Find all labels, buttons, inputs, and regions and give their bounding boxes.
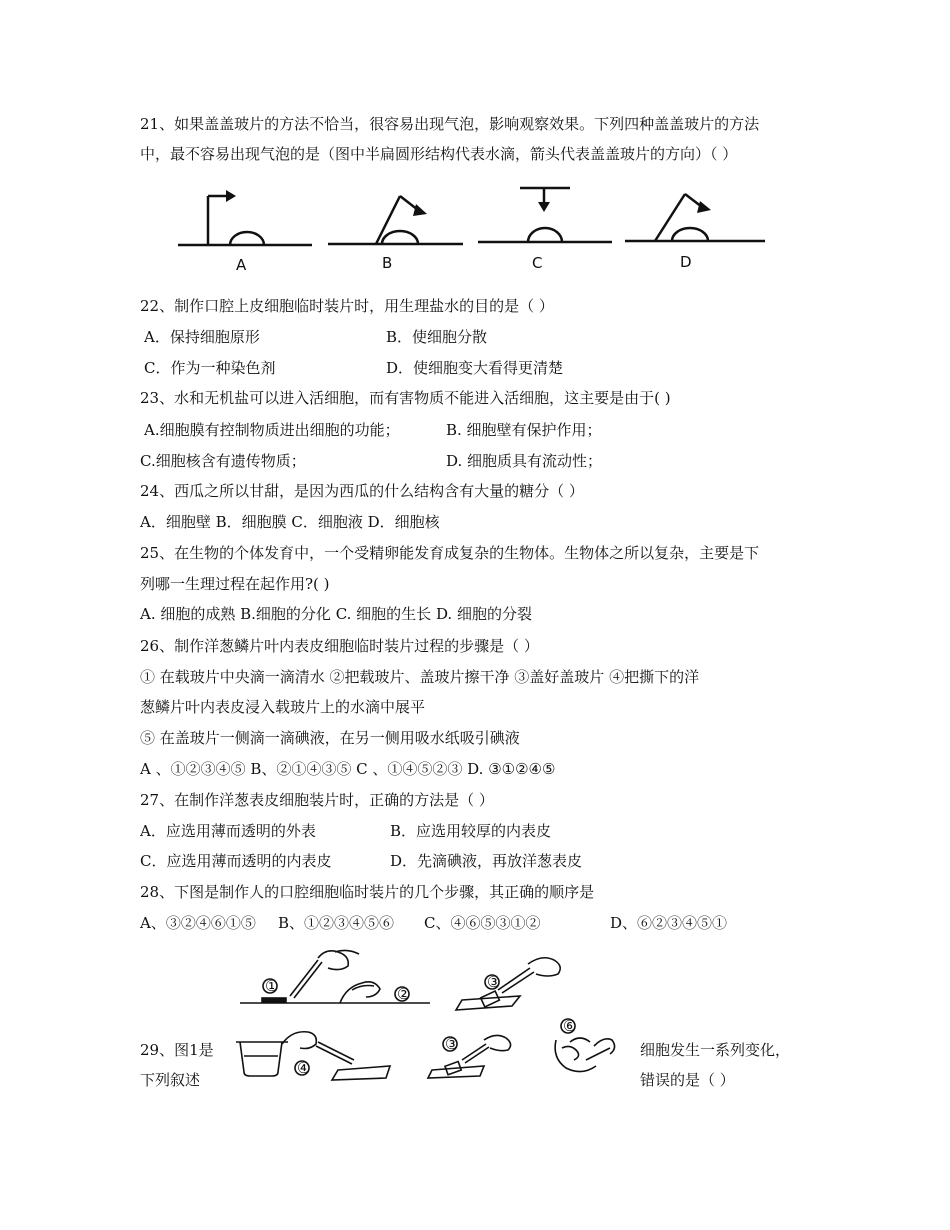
q22-option-c: C．作为一种染色剂 [144, 359, 276, 377]
q28-stem: 28、下图是制作人的口腔细胞临时装片的几个步骤，其正确的顺序是 [140, 883, 595, 901]
q21-stem-line2: 中，最不容易出现气泡的是（图中半扁圆形结构代表水滴，箭头代表盖盖玻片的方向）（ ） [140, 145, 738, 163]
q29-stem-left1: 29、图1是 [140, 1041, 214, 1059]
q28-step2-illustration [340, 982, 409, 1003]
q21-label-b: B [382, 254, 393, 272]
q28-label-2: ② [397, 985, 411, 1003]
q21-diagram-a [178, 196, 312, 245]
q27-option-a: A．应选用薄而透明的外表 [140, 822, 316, 840]
q28-label-3b: ③ [445, 1035, 459, 1053]
q28-step3-illustration [456, 958, 560, 1010]
q25-stem-line1: 25、在生物的个体发育中，一个受精卵能发育成复杂的生物体。生物体之所以复杂，主要是下 [140, 544, 760, 562]
q28-label-3: ③ [487, 973, 501, 991]
q21-diagram-d [625, 194, 765, 241]
q24-options: A．细胞壁 B．细胞膜 C．细胞液 D．细胞核 [140, 513, 440, 531]
q21-diagram-b [328, 196, 463, 244]
q26-stem: 26、制作洋葱鳞片叶内表皮细胞临时装片过程的步骤是（ ） [140, 637, 539, 655]
q24-stem: 24、西瓜之所以甘甜，是因为西瓜的什么结构含有大量的糖分（ ） [140, 482, 584, 500]
q29-stem-right2: 错误的是（ ） [640, 1071, 735, 1089]
q26-options: A 、①②③④⑤ B、②①④③⑤ C 、①④⑤②③ D. ③①②④⑤ [140, 760, 556, 778]
q29-stem-right1: 细胞发生一系列变化， [640, 1041, 791, 1059]
q22-option-a: A．保持细胞原形 [144, 328, 260, 346]
q28-label-1: ① [265, 977, 279, 995]
q28-step1-illustration [240, 950, 430, 1003]
q28-option-d: D、⑥②③④⑤① [610, 914, 728, 932]
q21-label-d: D [680, 253, 692, 271]
q21-diagram-c [478, 188, 612, 242]
q23-stem: 23、水和无机盐可以进入活细胞，而有害物质不能进入活细胞，这主要是由于( ) [140, 389, 671, 407]
q22-option-b: B．使细胞分散 [386, 328, 488, 346]
q28-option-b: B、①②③④⑤⑥ [278, 914, 395, 932]
q21-label-c: C [532, 254, 543, 272]
q28-step3b-illustration [428, 1035, 511, 1078]
q28-step4-illustration [236, 1032, 390, 1080]
q28-label-6: ⑥ [563, 1017, 577, 1035]
q25-options: A. 细胞的成熟 B.细胞的分化 C. 细胞的生长 D. 细胞的分裂 [140, 605, 532, 623]
q27-option-d: D．先滴碘液，再放洋葱表皮 [390, 852, 583, 870]
q27-option-b: B．应选用较厚的内表皮 [390, 822, 552, 840]
q27-stem: 27、在制作洋葱表皮细胞装片时，正确的方法是（ ） [140, 791, 494, 809]
q26-steps-line3: ⑤ 在盖玻片一侧滴一滴碘液，在另一侧用吸水纸吸引碘液 [140, 729, 520, 747]
q22-stem: 22、制作口腔上皮细胞临时装片时，用生理盐水的目的是（ ） [140, 297, 554, 315]
q23-option-c: C.细胞核含有遗传物质； [140, 452, 306, 470]
q21-stem-line1: 21、如果盖盖玻片的方法不恰当，很容易出现气泡，影响观察效果。下列四种盖盖玻片的方法 [140, 115, 760, 133]
q28-step6-illustration [555, 1019, 614, 1072]
q26-steps-line1: ① 在载玻片中央滴一滴清水 ②把载玻片、盖玻片擦干净 ③盖好盖玻片 ④把撕下的洋 [140, 668, 700, 686]
q27-option-c: C．应选用薄而透明的内表皮 [140, 852, 332, 870]
q23-option-a: A.细胞膜有控制物质进出细胞的功能； [144, 421, 400, 439]
q22-option-d: D．使细胞变大看得更清楚 [386, 359, 564, 377]
q23-option-b: B. 细胞壁有保护作用； [446, 421, 602, 439]
q28-option-a: A、③②④⑥①⑤ [140, 914, 256, 932]
q29-stem-left2: 下列叙述 [140, 1071, 201, 1089]
q28-label-4: ④ [297, 1059, 311, 1077]
q25-stem-line2: 列哪一生理过程在起作用?( ) [140, 575, 330, 593]
q28-option-c: C、④⑥⑤③①② [424, 914, 541, 932]
q21-label-a: A [236, 256, 247, 274]
q26-steps-line2: 葱鳞片叶内表皮浸入载玻片上的水滴中展平 [140, 698, 426, 716]
q23-option-d: D. 细胞质具有流动性； [446, 452, 603, 470]
